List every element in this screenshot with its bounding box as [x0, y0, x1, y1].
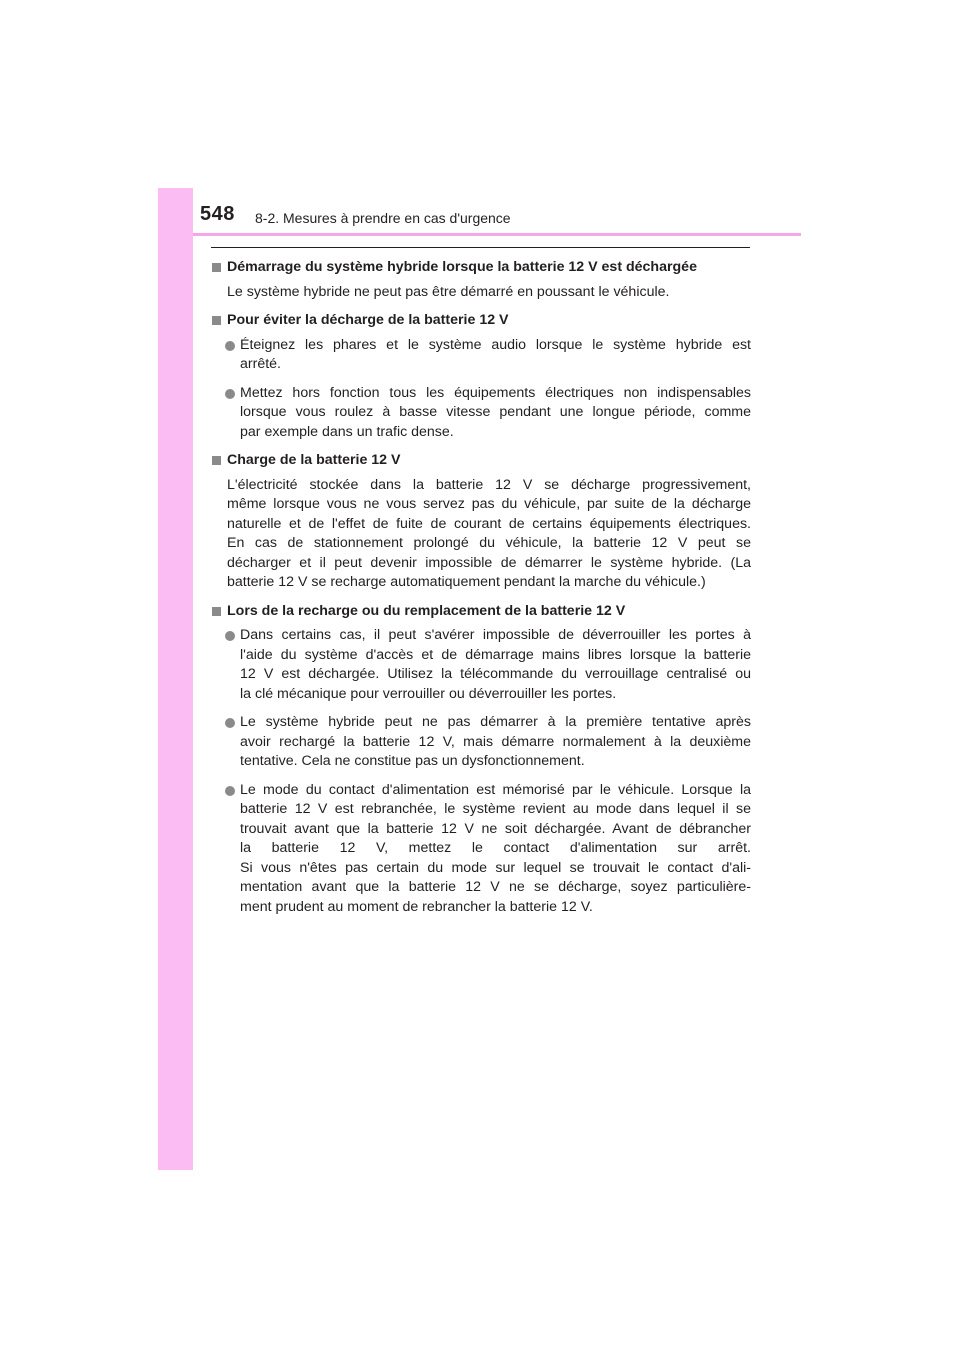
text-line: décharger et il peut devenir impossible de démarrer le système hybride. (La: [227, 554, 751, 571]
page-content: [211, 258, 751, 926]
square-bullet-icon: [212, 456, 221, 465]
section-heading: [211, 311, 751, 331]
paragraph: [211, 283, 751, 303]
text-line: la clé mécanique pour verrouiller ou déverrouiller les portes.: [240, 685, 617, 702]
text-line: Le mode du contact d'alimentation est mémorisé par le véhicule. Lorsque la: [240, 781, 751, 798]
content-top-rule: [211, 247, 750, 248]
text-line: tentative. Cela ne constitue pas un dysfonctionnement.: [240, 753, 585, 769]
paragraph: [211, 476, 751, 593]
text-line: batterie 12 V se recharge automatiquement pendant la marche du véhicule.): [227, 574, 706, 590]
square-bullet-icon: [212, 263, 221, 272]
section-title: 8-2. Mesures à prendre en cas d'urgence: [255, 210, 511, 226]
section-heading: [211, 602, 751, 622]
round-bullet-icon: [225, 631, 235, 641]
bullet-item: [211, 781, 751, 918]
side-tab-band: [158, 188, 193, 1170]
text-line: trouvait avant que la batterie 12 V ne soit déchargée. Avant de débrancher: [240, 820, 751, 837]
round-bullet-icon: [225, 718, 235, 728]
square-bullet-icon: [212, 316, 221, 325]
text-line: arrêté.: [240, 356, 282, 372]
text-line: avoir rechargé la batterie 12 V, mais démarre normalement à la deuxième: [240, 733, 751, 750]
section-heading: [211, 258, 751, 278]
text-line: Dans certains cas, il peut s'avérer impossible de déverrouiller les portes à: [240, 627, 751, 643]
header-rule: [193, 233, 801, 236]
bullet-item: [211, 713, 751, 772]
text-line: Si vous n'êtes pas certain du mode sur lequel se trouvait le contact d'ali-: [240, 859, 751, 876]
section-heading-text: Charge de la batterie 12 V: [227, 452, 401, 468]
text-line: la batterie 12 V, mettez le contact d'alimentation sur arrêt.: [240, 840, 751, 856]
text-line: En cas de stationnement prolongé du véhicule, la batterie 12 V peut se: [227, 535, 751, 551]
text-line: Le système hybride peut ne pas démarrer à la première tentative après: [240, 714, 751, 730]
text-line: lorsque vous roulez à basse vitesse pendant une longue période, comme: [240, 404, 751, 420]
section-heading-text: Démarrage du système hybride lorsque la batterie 12 V est déchargée: [227, 259, 697, 275]
text-line: mentation avant que la batterie 12 V ne se décharge, soyez particulière-: [240, 879, 751, 895]
bullet-item: [211, 626, 751, 704]
page-number: 548: [200, 203, 235, 225]
text-line: L'électricité stockée dans la batterie 12 V se décharge progressivement,: [227, 476, 751, 493]
text-line: même lorsque vous ne vous servez pas du véhicule, par suite de la décharge: [227, 496, 751, 512]
text-line: Le système hybride ne peut pas être démarré en poussant le véhicule.: [227, 283, 670, 300]
text-line: Éteignez les phares et le système audio lorsque le système hybride est: [240, 336, 751, 353]
round-bullet-icon: [225, 786, 235, 796]
text-line: batterie 12 V est rebranchée, le système revient au mode dans lequel il se: [240, 801, 751, 817]
text-line: ment prudent au moment de rebrancher la batterie 12 V.: [240, 898, 593, 915]
round-bullet-icon: [225, 341, 235, 351]
text-line: Mettez hors fonction tous les équipements électriques non indispensables: [240, 384, 751, 401]
bullet-item: [211, 336, 751, 375]
text-line: par exemple dans un trafic dense.: [240, 423, 454, 440]
round-bullet-icon: [225, 389, 235, 399]
section-heading: [211, 451, 751, 471]
text-line: 12 V est déchargée. Utilisez la télécommande du verrouillage centralisé ou: [240, 666, 751, 682]
section-heading-text: Lors de la recharge ou du remplacement de la batterie 12 V: [227, 602, 626, 619]
square-bullet-icon: [212, 607, 221, 616]
text-line: l'aide du système d'accès et de démarrage mains libres lorsque la batterie: [240, 646, 751, 663]
section-heading-text: Pour éviter la décharge de la batterie 12 V: [227, 312, 509, 328]
bullet-item: [211, 384, 751, 443]
text-line: naturelle et de l'effet de fuite de courant de certains équipements électriques.: [227, 515, 751, 532]
